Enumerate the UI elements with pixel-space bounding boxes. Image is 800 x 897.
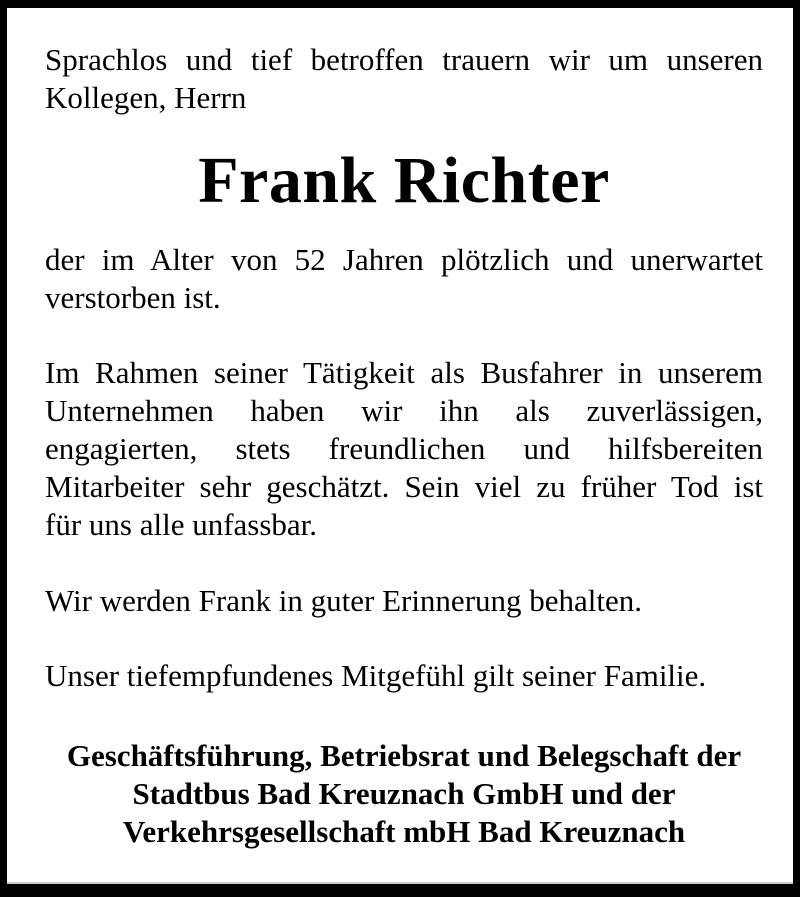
tribute-line-2: Unternehmen haben wir ihn als zuverlässigen, — [45, 393, 763, 428]
death-line-1: der im Alter von 52 Jahren plötzlich und unerwartet — [45, 242, 763, 277]
condolence-paragraph: Unser tiefempfundenes Mitgefühl gilt seiner Familie. — [45, 658, 707, 693]
signature-block — [45, 737, 763, 851]
remembrance-paragraph: Wir werden Frank in guter Erinnerung behalten. — [45, 583, 643, 618]
death-line-2: verstorben ist. — [45, 280, 221, 315]
death-paragraph — [45, 241, 763, 317]
tribute-line-5: für uns alle unfassbar. — [45, 507, 318, 542]
intro-line-1: Sprachlos und tief betroffen trauern wir um unseren — [45, 42, 763, 77]
tribute-line-4: Mitarbeiter sehr geschätzt. Sein viel zu früher Tod ist — [45, 469, 763, 504]
intro-paragraph — [45, 41, 763, 117]
intro-line-2: Kollegen, Herrn — [45, 80, 247, 115]
signature-line-1: Geschäftsführung, Betriebsrat und Belegschaft der — [66, 738, 742, 773]
signature-line-3: Verkehrsgesellschaft mbH Bad Kreuznach — [122, 814, 686, 849]
tribute-line-3: engagierten, stets freundlichen und hilfsbereiten — [45, 431, 763, 466]
tribute-paragraph — [45, 354, 763, 544]
deceased-name: Frank Richter — [198, 144, 610, 217]
tribute-line-1: Im Rahmen seiner Tätigkeit als Busfahrer in unserem — [45, 355, 763, 390]
obituary-notice — [7, 8, 793, 884]
signature-line-2: Stadtbus Bad Kreuznach GmbH und der — [132, 776, 676, 811]
